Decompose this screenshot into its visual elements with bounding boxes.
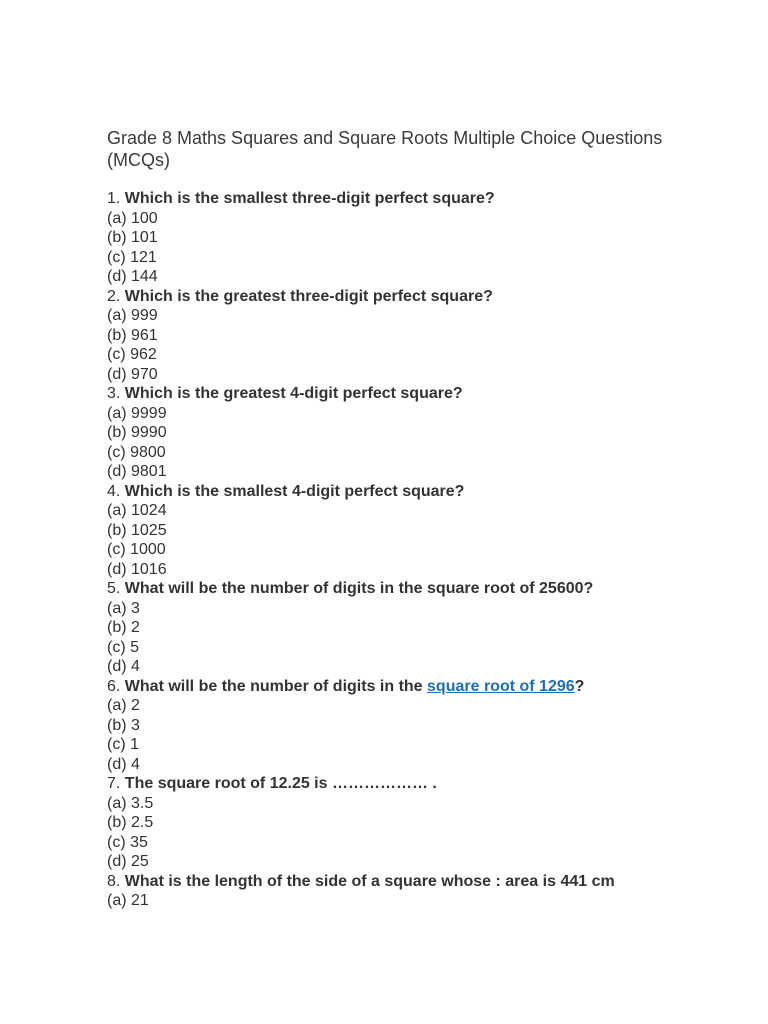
question-number: 6. (107, 677, 121, 695)
question-text: What will be the number of digits in the (124, 677, 423, 695)
question-number: 3. (107, 385, 121, 402)
question-text: Which is the greatest three-digit perfect square? (124, 287, 493, 305)
question-line (107, 189, 667, 209)
question-item (107, 287, 667, 385)
question-line (107, 579, 667, 599)
answer-option: (b) 2.5 (107, 814, 154, 831)
question-list (107, 189, 667, 911)
question-item (107, 579, 667, 677)
question-text: What is the length of the side of a square whose : area is 441 cm (124, 872, 615, 890)
answer-option: (a) 999 (107, 307, 158, 324)
question-line (107, 287, 667, 307)
answer-option: (b) 961 (107, 326, 158, 344)
question-line (107, 774, 667, 794)
document-page (107, 127, 667, 911)
answer-option: (d) 9801 (107, 463, 167, 480)
question-item (107, 677, 667, 775)
question-text: The square root of 12.25 is ……………… . (124, 775, 437, 792)
question-number: 2. (107, 287, 121, 305)
question-text: Which is the smallest three-digit perfect square? (124, 190, 495, 207)
answer-option: (d) 144 (107, 268, 158, 285)
question-number: 7. (107, 775, 121, 792)
answer-option: (b) 101 (107, 229, 158, 246)
question-line (107, 677, 667, 697)
question-line (107, 384, 667, 404)
answer-option: (a) 100 (107, 209, 158, 227)
question-line (107, 482, 667, 502)
question-item (107, 384, 667, 482)
question-number: 8. (107, 872, 121, 890)
answer-option: (c) 5 (107, 638, 139, 656)
answer-option: (a) 2 (107, 697, 140, 714)
page-title: Grade 8 Maths Squares and Square Roots Multiple Choice Questions (MCQs) (107, 128, 663, 170)
question-text: Which is the greatest 4-digit perfect square? (124, 385, 463, 402)
question-number: 1. (107, 190, 121, 207)
answer-option: (d) 1016 (107, 560, 167, 578)
question-line (107, 872, 667, 892)
question-item (107, 872, 667, 911)
square-root-link[interactable]: square root of 1296 (427, 677, 575, 695)
answer-option: (c) 1000 (107, 541, 166, 558)
question-text-suffix: ? (574, 677, 585, 695)
answer-option: (d) 4 (107, 755, 140, 773)
question-number: 4. (107, 482, 121, 500)
answer-option: (b) 2 (107, 619, 140, 636)
answer-option: (a) 1024 (107, 502, 167, 519)
question-number: 5. (107, 580, 121, 597)
answer-option: (d) 4 (107, 658, 140, 675)
answer-option: (c) 9800 (107, 443, 166, 461)
question-item (107, 774, 667, 872)
answer-option: (b) 9990 (107, 424, 167, 441)
question-text: Which is the smallest 4-digit perfect square? (124, 482, 465, 500)
answer-option: (c) 121 (107, 248, 157, 266)
answer-option: (b) 3 (107, 716, 140, 734)
answer-option: (c) 962 (107, 346, 157, 363)
question-item (107, 189, 667, 287)
question-item (107, 482, 667, 580)
answer-option: (a) 21 (107, 892, 149, 909)
answer-option: (a) 3.5 (107, 794, 154, 812)
answer-option: (c) 35 (107, 833, 148, 851)
answer-option: (b) 1025 (107, 521, 167, 539)
answer-option: (d) 25 (107, 853, 149, 870)
answer-option: (d) 970 (107, 365, 158, 383)
question-text: What will be the number of digits in the square root of 25600? (124, 580, 594, 597)
answer-option: (a) 3 (107, 599, 140, 617)
answer-option: (a) 9999 (107, 404, 167, 422)
answer-option: (c) 1 (107, 736, 139, 753)
